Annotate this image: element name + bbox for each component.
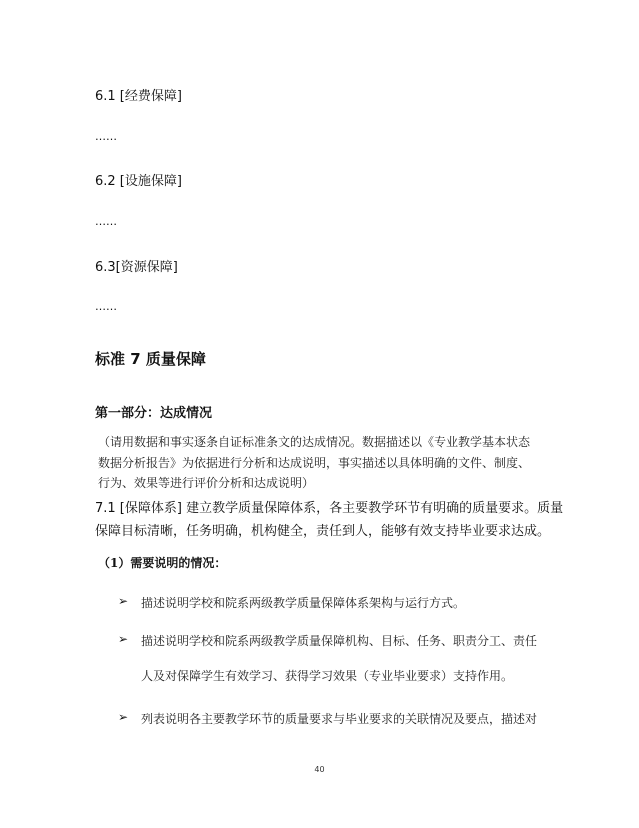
note-line-1: （请用数据和事实逐条自证标准条文的达成情况。数据描述以《专业教学基本状态: [98, 435, 531, 449]
section-6-3-heading: 6.3[资源保障]: [95, 260, 178, 275]
bullet-arrow-icon: ➢: [118, 632, 129, 646]
bullet-text: 描述说明学校和院系两级教学质量保障体系架构与运行方式。: [141, 596, 466, 610]
bullet-arrow-icon: ➢: [118, 710, 129, 724]
page-number: 40: [314, 765, 325, 774]
bullet-text: 描述说明学校和院系两级教学质量保障机构、目标、任务、职责分工、责任: [141, 634, 538, 648]
bullet-arrow-icon: ➢: [118, 594, 129, 608]
clause-7-1-line-2: 保障目标清晰，任务明确，机构健全，责任到人，能够有效支持毕业要求达成。: [95, 524, 551, 539]
section-6-1-ellipsis: ……: [95, 130, 117, 143]
standard-7-title: 标准 7 质量保障: [95, 350, 206, 368]
section-6-1-heading: 6.1 [经费保障]: [95, 89, 182, 104]
part-one-title: 第一部分：达成情况: [95, 406, 213, 421]
clause-7-1-line-1: 7.1 [保障体系] 建立教学质量保障体系，各主要教学环节有明确的质量要求。质量: [95, 501, 564, 516]
section-6-3-ellipsis: ……: [95, 300, 117, 313]
note-line-2: 数据分析报告》为依据进行分析和达成说明，事实描述以具体明确的文件、制度、: [98, 456, 531, 470]
bullet-text-continued: 人及对保障学生有效学习、获得学习效果（专业毕业要求）支持作用。: [141, 669, 514, 683]
note-line-3: 行为、效果等进行评价分析和达成说明）: [98, 476, 315, 490]
section-6-2-ellipsis: ……: [95, 215, 117, 228]
bullet-text: 列表说明各主要教学环节的质量要求与毕业要求的关联情况及要点，描述对: [141, 712, 538, 726]
sub-heading: （1）需要说明的情况：: [98, 556, 227, 570]
section-6-2-heading: 6.2 [设施保障]: [95, 174, 182, 189]
